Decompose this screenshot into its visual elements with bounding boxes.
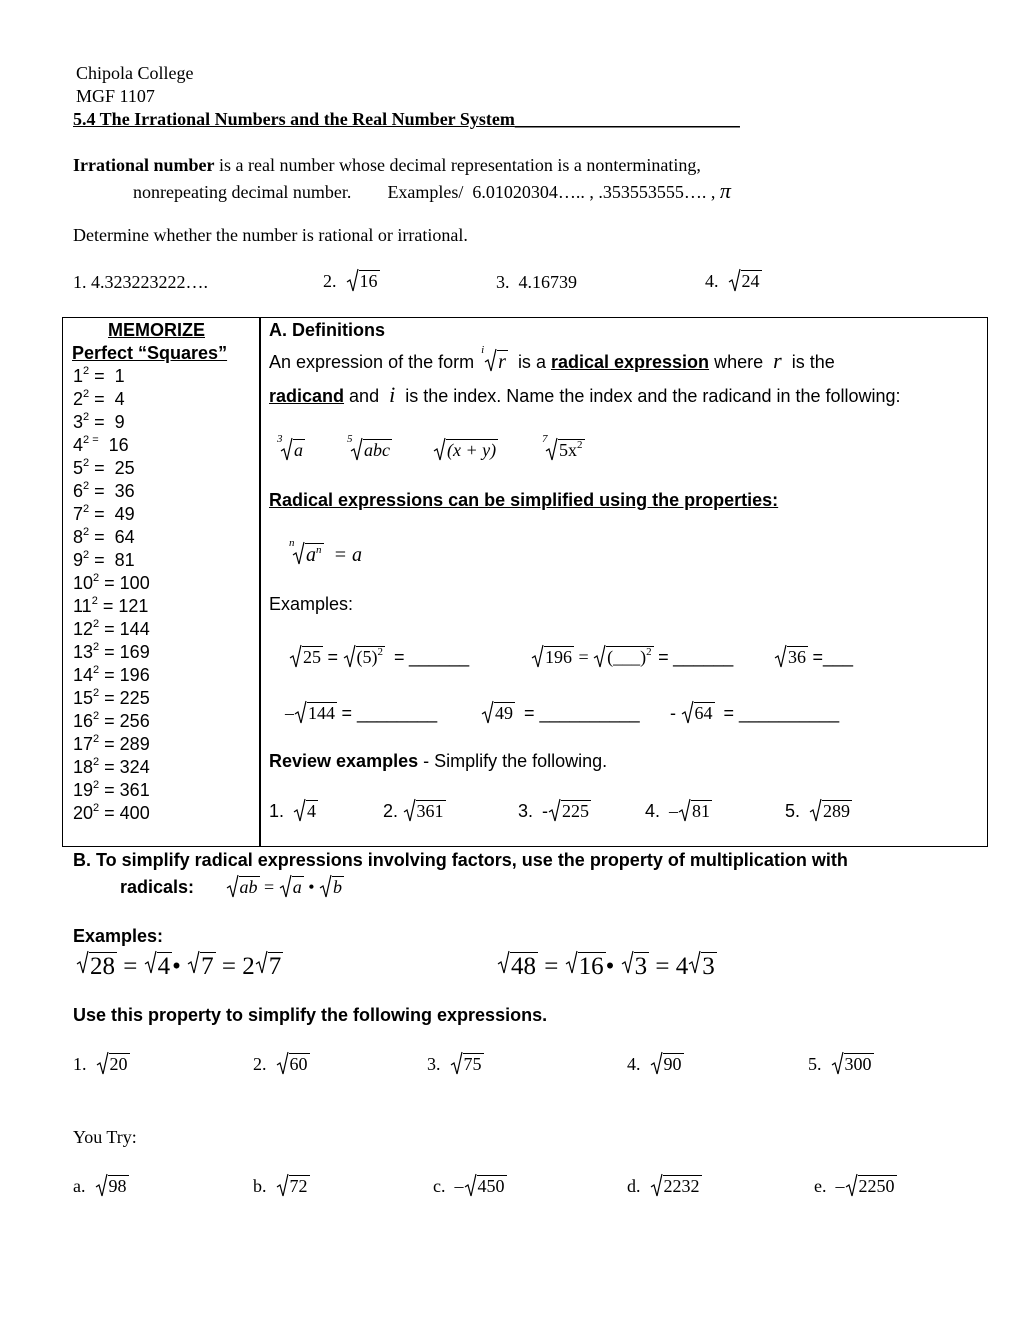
example-sqrt-28: 28 = 4• 7 = 2 7 <box>76 952 283 982</box>
radical-expression-definition: An expression of the form i r is a radical expression where r is the <box>269 344 835 373</box>
you-try-item-a: a. 98 <box>73 1176 127 1196</box>
perfect-square-row: $17^2 = 289$ <box>73 733 150 754</box>
you-try-item-b: b. 72 <box>253 1176 308 1196</box>
review-item-3: 3. - 225 <box>518 801 590 821</box>
page-title: 5.4 The Irrational Numbers and the Real Number System_________________________ <box>73 109 740 129</box>
property-item-3: 3. 75 <box>427 1054 482 1074</box>
property-item-1: 1. 20 <box>73 1054 128 1074</box>
examples-row-1c: 36 =___ <box>774 646 853 668</box>
examples-label-b: Examples: <box>73 926 164 946</box>
perfect-square-row: $6^2 = 36$ <box>73 480 135 501</box>
determine-item-4: 4. 24 <box>705 271 760 291</box>
determine-item-3: 3. 4.16739 <box>496 272 577 292</box>
radical-form-4: 7 $5x^2$ <box>542 433 583 460</box>
perfect-square-row: $15^2 = 225$ <box>73 687 150 708</box>
perfect-square-row: $4^{2 =}$ 16 <box>73 434 129 455</box>
use-property-instruction: Use this property to simplify the following expressions. <box>73 1005 548 1025</box>
perfect-square-row: $5^2 = 25$ <box>73 457 135 478</box>
you-try-item-e: e. – 2250 <box>814 1176 895 1196</box>
radical-form-2: 5 abc <box>347 433 390 460</box>
review-item-1: 1. 4 <box>269 801 317 821</box>
section-b-heading: B. To simplify radical expressions involving factors, use the property of multiplication with <box>73 850 848 870</box>
perfect-square-row: $19^2 = 361$ <box>73 779 150 800</box>
college-name: Chipola College <box>76 63 194 83</box>
perfect-square-row: $7^2 = 49$ <box>73 503 135 524</box>
examples-row-2a: – 144 = ________ <box>285 703 438 723</box>
review-item-5: 5. 289 <box>785 801 851 821</box>
radicand-definition: radicand and i is the index. Name the index and the radicand in the following: <box>269 382 901 407</box>
perfect-square-row: $3^2 = 9$ <box>73 411 125 432</box>
perfect-square-row: $1^2 = 1$ <box>73 365 125 386</box>
irrational-definition: Irrational number is a real number whose decimal representation is a nonterminating, <box>73 155 701 175</box>
memorize-title: MEMORIZE <box>108 320 205 340</box>
review-item-2: 2. 361 <box>383 801 444 821</box>
you-try-item-c: c. – 450 <box>433 1176 505 1196</box>
examples-row-2b: 49 = __________ <box>481 702 640 724</box>
irrational-definition-cont: nonrepeating decimal number. Examples/ 6.01020304….. , .353553555…. , π <box>133 178 731 203</box>
determine-item-1: 1. 4.323223222…. <box>73 272 208 292</box>
perfect-square-row: $14^2 = 196$ <box>73 664 150 685</box>
radical-form-3: (x + y) <box>433 439 498 461</box>
perfect-square-row: $11^2 = 121$ <box>73 595 149 616</box>
nth-root-property: n $a^n = a$ <box>289 537 362 566</box>
properties-heading: Radical expressions can be simplified using the properties: <box>269 490 779 510</box>
property-item-5: 5. 300 <box>808 1054 872 1074</box>
multiplication-property: radicals: ab = a • b <box>120 877 343 897</box>
determine-item-2: 2. 16 <box>323 271 378 291</box>
perfect-square-row: $12^2 = 144$ <box>73 618 150 639</box>
examples-row-2c: - 64 = __________ <box>670 703 840 723</box>
perfect-square-row: $16^2 = 256$ <box>73 710 150 731</box>
examples-row-1: 25 = $(5)^2$ = ______ <box>289 646 469 668</box>
example-sqrt-48: 48 = 16• 3 = 4 3 <box>497 952 717 982</box>
radical-form-1: 3 a <box>277 433 303 460</box>
course-code: MGF 1107 <box>76 86 155 106</box>
perfect-squares-list <box>73 365 150 825</box>
you-try-label: You Try: <box>73 1127 137 1147</box>
perfect-square-row: $20^2 = 400$ <box>73 802 150 823</box>
memorize-subtitle: Perfect “Squares” <box>72 343 228 363</box>
examples-row-1b: 196 = (___)$^2$ = ______ <box>531 646 733 668</box>
property-item-2: 2. 60 <box>253 1054 308 1074</box>
perfect-square-row: $13^2 = 169$ <box>73 641 150 662</box>
property-item-4: 4. 90 <box>627 1054 682 1074</box>
perfect-square-row: $2^2 = 4$ <box>73 388 125 409</box>
examples-label-a: Examples: <box>269 594 354 614</box>
perfect-square-row: $9^2 = 81$ <box>73 549 135 570</box>
perfect-square-row: $18^2 = 324$ <box>73 756 150 777</box>
you-try-item-d: d. 2232 <box>627 1176 700 1196</box>
box-divider <box>259 317 261 847</box>
section-a-heading: A. Definitions <box>269 320 385 340</box>
perfect-square-row: $10^2 = 100$ <box>73 572 150 593</box>
review-examples-heading: Review examples - Simplify the following. <box>269 751 608 771</box>
perfect-square-row: $8^2 = 64$ <box>73 526 135 547</box>
determine-instruction: Determine whether the number is rational or irrational. <box>73 225 468 245</box>
review-item-4: 4. – 81 <box>645 801 711 821</box>
